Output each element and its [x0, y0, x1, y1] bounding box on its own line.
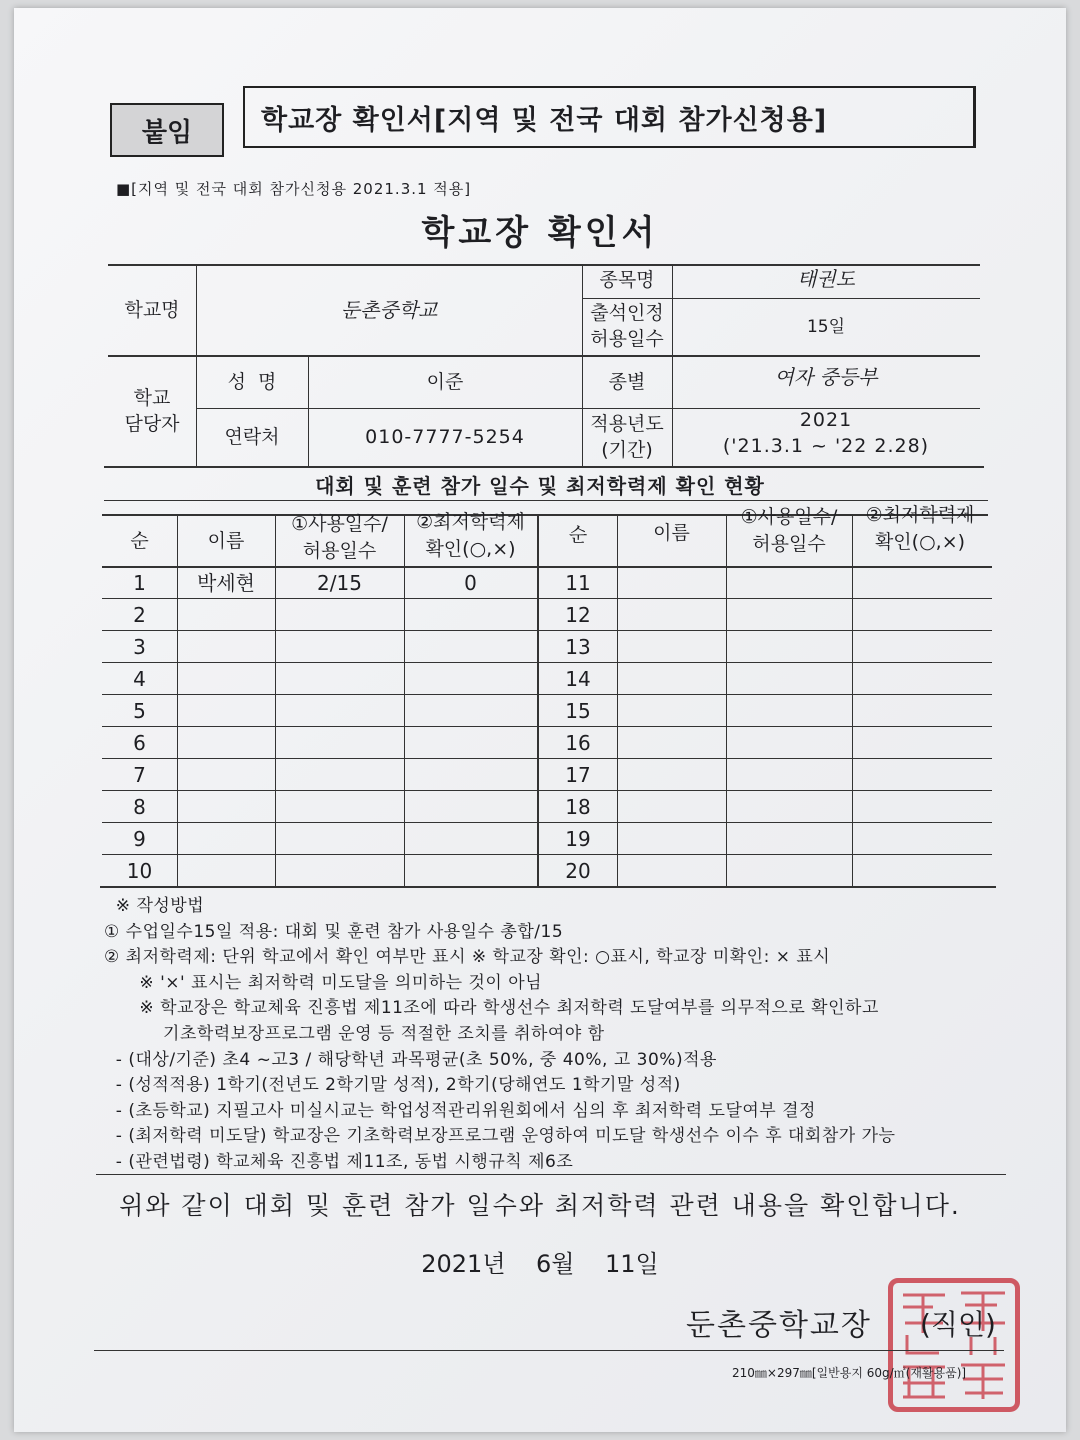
cell-name — [617, 696, 726, 726]
note-line: - (성적적용) 1학기(전년도 2학기말 성적), 2학기(당해연도 1학기말 성적) — [104, 1075, 681, 1096]
cell-days — [726, 568, 852, 598]
cell-name — [617, 632, 726, 662]
cell-days — [726, 760, 852, 790]
writing-instructions — [104, 894, 895, 1176]
cell-days — [726, 728, 852, 758]
col-days-header: ①사용일수/ 허용일수 — [291, 513, 388, 562]
cell-days — [275, 600, 404, 630]
cell-days — [726, 696, 852, 726]
cell-no: 6 — [133, 730, 146, 755]
cell-no: 13 — [565, 634, 591, 659]
cell-name — [177, 760, 275, 790]
cell-no: 8 — [133, 794, 146, 819]
cell-name — [177, 696, 275, 726]
cell-name — [177, 632, 275, 662]
cell-check — [404, 600, 537, 630]
cell-no: 14 — [565, 666, 591, 691]
staff-phone-value: 010-7777-5254 — [365, 425, 525, 448]
form-subnote: ■[지역 및 전국 대회 참가신청용 2021.3.1 적용] — [116, 180, 472, 198]
cell-name — [617, 568, 726, 598]
col-no-header: 순 — [130, 529, 149, 552]
cell-name — [617, 728, 726, 758]
note-line: - (대상/기준) 초4 ~고3 / 해당학년 과목평균(초 50%, 중 40%, 고 30%)적용 — [104, 1049, 717, 1070]
cell-check — [404, 856, 537, 886]
cell-no: 5 — [133, 698, 146, 723]
cell-no: 1 — [133, 570, 146, 595]
cell-check — [852, 568, 988, 598]
attachment-badge: 붙임 — [110, 103, 224, 157]
school-name-value: 둔촌중학교 — [340, 298, 438, 322]
cell-check — [852, 856, 988, 886]
cell-name — [177, 600, 275, 630]
note-line: ※ '×' 표시는 최저학력 미도달을 의미하는 것이 아님 — [104, 972, 543, 993]
document-title: 학교장 확인서 — [421, 213, 659, 253]
cell-days — [726, 792, 852, 822]
cell-days — [726, 824, 852, 854]
note-line: ※ 작성방법 — [104, 896, 205, 916]
note-line: - (관련법령) 학교체육 진흥법 제11조, 동법 시행규칙 제6조 — [104, 1151, 574, 1172]
cell-no: 4 — [133, 666, 146, 691]
cell-days: 2/15 — [317, 570, 362, 595]
official-seal-stamp — [888, 1278, 1020, 1412]
cell-no: 12 — [565, 602, 591, 627]
cell-no: 17 — [565, 762, 591, 787]
cell-name — [617, 824, 726, 854]
cell-check — [852, 728, 988, 758]
staff-name-label: 성 명 — [227, 370, 277, 393]
col-no-header: 순 — [568, 523, 588, 546]
cell-check — [852, 792, 988, 822]
note-line: - (초등학교) 지필고사 미실시교는 학업성적관리위원회에서 심의 후 최저학력 도달여부 결정 — [104, 1100, 816, 1121]
staff-name-value: 이준 — [426, 370, 464, 393]
cell-no: 11 — [565, 570, 591, 595]
division-label: 종별 — [608, 370, 646, 393]
cell-no: 16 — [565, 730, 591, 755]
confirmation-statement: 위와 같이 대회 및 훈련 참가 일수와 최저학력 관련 내용을 확인합니다. — [119, 1191, 961, 1220]
cell-days — [275, 856, 404, 886]
cell-no: 7 — [133, 762, 146, 787]
cell-no: 3 — [133, 634, 146, 659]
cell-no: 20 — [565, 858, 591, 883]
col-check-header: ②최저학력제 확인(○,×) — [416, 511, 525, 560]
cell-name — [617, 856, 726, 886]
cell-check — [404, 664, 537, 694]
division-value: 여자 중등부 — [774, 365, 878, 389]
cell-name: 박세현 — [197, 570, 255, 595]
cell-days — [726, 856, 852, 886]
cell-days — [275, 632, 404, 662]
cell-check — [852, 664, 988, 694]
cell-days — [275, 696, 404, 726]
cell-name — [617, 792, 726, 822]
cell-days — [275, 824, 404, 854]
cell-days — [275, 728, 404, 758]
cell-check — [404, 632, 537, 662]
cell-no: 2 — [133, 602, 146, 627]
cell-no: 15 — [565, 698, 591, 723]
principal-signature-label: 둔촌중학교장 — [686, 1308, 872, 1343]
period-value: 2021 ('21.3.1 ~ '22 2.28) — [722, 408, 930, 457]
status-section-title: 대회 및 훈련 참가 일수 및 최저학력제 확인 현황 — [315, 474, 765, 498]
cell-no: 10 — [126, 858, 153, 883]
cell-name — [177, 664, 275, 694]
cell-check — [404, 824, 537, 854]
staff-phone-label: 연락처 — [224, 425, 280, 448]
attendance-days-label: 출석인정 허용일수 — [590, 302, 664, 350]
seal-pattern-icon — [893, 1283, 1015, 1407]
col-days-header: ①사용일수/ 허용일수 — [740, 506, 838, 555]
issue-date: 2021년 6월 11일 — [421, 1250, 659, 1278]
cell-no: 18 — [565, 794, 591, 819]
note-line: - (최저학력 미도달) 학교장은 기초학력보장프로그램 운영하여 미도달 학생선수 이수 후 대회참가 가능 — [104, 1126, 896, 1147]
cell-name — [617, 760, 726, 790]
seal-label: (직인) — [920, 1308, 996, 1341]
cell-name — [177, 728, 275, 758]
event-label: 종목명 — [599, 269, 655, 292]
cell-days — [275, 664, 404, 694]
cell-days — [726, 632, 852, 662]
cell-no: 9 — [133, 826, 146, 851]
cell-check — [852, 760, 988, 790]
note-line: 기초학력보장프로그램 운영 등 적절한 조치를 취하여야 함 — [104, 1023, 605, 1044]
cell-name — [617, 664, 726, 694]
cell-check — [852, 824, 988, 854]
cell-check — [852, 632, 988, 662]
col-name-header: 이름 — [207, 529, 245, 552]
cell-name — [177, 824, 275, 854]
cell-check — [404, 760, 537, 790]
staff-label: 학교 담당자 — [124, 386, 180, 435]
cell-check — [404, 792, 537, 822]
cell-name — [617, 600, 726, 630]
cell-check — [852, 696, 988, 726]
col-check-header: ②최저학력제 확인(○,×) — [865, 504, 975, 553]
col-name-header: 이름 — [653, 521, 690, 544]
document-headline: 학교장 확인서[지역 및 전국 대회 참가신청용] — [243, 86, 976, 148]
cell-name — [177, 792, 275, 822]
note-line: ② 최저학력제: 단위 학교에서 확인 여부만 표시 ※ 학교장 확인: ○표시, 학교장 미확인: × 표시 — [104, 947, 831, 968]
cell-check — [404, 728, 537, 758]
school-name-label: 학교명 — [124, 298, 180, 321]
period-label: 적용년도 (기간) — [590, 412, 664, 461]
attendance-days-value: 15일 — [806, 316, 846, 337]
cell-days — [726, 664, 852, 694]
paper-spec: 210㎜×297㎜[일반용지 60g/㎡(재활용품)] — [732, 1366, 967, 1380]
note-line: ① 수업일수15일 적용: 대회 및 훈련 참가 사용일수 총합/15 — [104, 921, 564, 942]
cell-name — [177, 856, 275, 886]
cell-days — [275, 792, 404, 822]
cell-days — [275, 760, 404, 790]
note-line: ※ 학교장은 학교체육 진흥법 제11조에 따라 학생선수 최저학력 도달여부를 의무적으로 확인하고 — [104, 998, 879, 1019]
event-value: 태권도 — [797, 266, 855, 291]
cell-check — [404, 696, 537, 726]
cell-days — [726, 600, 852, 630]
cell-no: 19 — [565, 826, 591, 851]
cell-check — [852, 600, 988, 630]
cell-check: 0 — [464, 570, 477, 595]
